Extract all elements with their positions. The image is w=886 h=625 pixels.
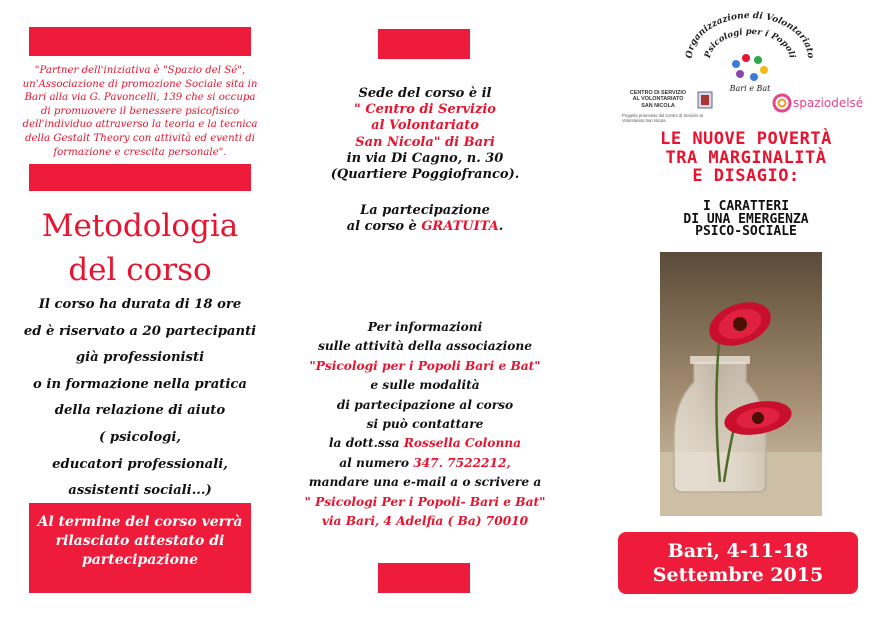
spiral-icon bbox=[772, 93, 792, 113]
sub-title-line3: PSICO-SOCIALE bbox=[695, 224, 797, 239]
info-line: mandare una e-mail a o scrivere a bbox=[308, 475, 542, 490]
csv-sub: Progetto promosso dal Centro di Servizio al Volontariato San Nicola bbox=[622, 113, 703, 123]
partner-text: "Partner dell'iniziativa è "Spazio del Sé", un'Associazione di promozione Sociale sita in Bari alla via G. Pavoncelli, 139 che si occupa di promuovere il benessere psicofisico dell'individuo attraverso la teoria e la tecnica della Gestalt Theory con attività ed eventi di formazione e crescita personale". bbox=[22, 65, 258, 158]
psicologi-per-i-popoli-logo bbox=[680, 10, 820, 95]
free-badge: GRATUITA bbox=[421, 219, 499, 235]
free-line2-a: al corso è bbox=[346, 219, 422, 235]
certificate-line1: Al termine del corso verrà bbox=[37, 514, 243, 530]
main-title-line3: E DISAGIO: bbox=[692, 166, 800, 186]
venue-block bbox=[300, 86, 550, 236]
left-mid-red-bar bbox=[29, 164, 251, 191]
csv-line3: SAN NICOLA bbox=[641, 102, 675, 109]
methodology-line: già professionisti bbox=[75, 350, 205, 366]
date-line2: Settembre 2015 bbox=[652, 564, 824, 586]
info-line: sulle attività della associazione bbox=[318, 339, 532, 354]
methodology-title-line1: Metodologia bbox=[41, 208, 239, 244]
contact-prefix: la dott.ssa bbox=[328, 436, 404, 451]
sub-title bbox=[608, 201, 884, 239]
free-line1: La partecipazione bbox=[360, 203, 490, 219]
spazio-del-se-logo bbox=[772, 93, 868, 117]
venue-name-line1: " Centro di Servizio bbox=[354, 102, 496, 118]
methodology-line: ed è riservato a 20 partecipanti bbox=[23, 323, 257, 339]
venue-address-line1: in via Di Cagno, n. 30 bbox=[346, 150, 504, 166]
methodology-line: o in formazione nella pratica bbox=[33, 376, 247, 392]
contact-person-line bbox=[292, 434, 558, 453]
csv-san-nicola-logo bbox=[622, 90, 722, 126]
phone-number: 347. 7522212, bbox=[413, 455, 511, 470]
methodology-description bbox=[20, 292, 260, 505]
main-title-line2: TRA MARGINALITÀ bbox=[665, 147, 827, 168]
date-line1: Bari, 4-11-18 bbox=[667, 540, 809, 562]
free-line2-c: . bbox=[498, 219, 504, 235]
certificate-line3: partecipazione bbox=[81, 552, 198, 568]
info-line: si può contattare bbox=[366, 417, 484, 432]
methodology-line: educatori professionali, bbox=[52, 456, 228, 472]
flower-vase-photo bbox=[660, 252, 822, 516]
phone-prefix: al numero bbox=[339, 455, 414, 470]
middle-bottom-red-bar bbox=[378, 563, 470, 593]
contact-name: Rossella Colonna bbox=[403, 436, 522, 451]
middle-top-red-bar bbox=[378, 29, 470, 59]
venue-intro: Sede del corso è il bbox=[358, 86, 492, 101]
people-circle-icon bbox=[732, 54, 768, 81]
org-arc-line1: Organizzazione di Volontariato bbox=[684, 10, 816, 59]
info-line: di partecipazione al corso bbox=[336, 397, 514, 412]
left-top-red-bar bbox=[29, 27, 251, 56]
methodology-line: ( psicologi, bbox=[99, 429, 181, 445]
csv-emblem-icon bbox=[696, 90, 714, 110]
certificate-box bbox=[29, 503, 251, 593]
info-block bbox=[292, 318, 558, 531]
info-line: Per informazioni bbox=[367, 320, 483, 334]
date-box bbox=[618, 532, 858, 594]
csv-line2: AL VOLONTARIATO bbox=[632, 96, 684, 103]
methodology-line: della relazione di aiuto bbox=[54, 403, 226, 419]
venue-address-line2: (Quartiere Poggiofranco). bbox=[330, 167, 520, 183]
org-arc-line2: Psicologi per i Popoli bbox=[703, 26, 797, 60]
free-line2 bbox=[300, 219, 550, 235]
phone-line bbox=[292, 454, 558, 473]
main-title-line1: LE NUOVE POVERTÀ bbox=[660, 129, 832, 149]
main-title bbox=[608, 130, 884, 186]
certificate-line2: rilasciato attestato di bbox=[55, 533, 225, 549]
venue-name-line3: San Nicola" di Bari bbox=[355, 134, 495, 150]
sub-title-line2: DI UNA EMERGENZA bbox=[683, 211, 809, 227]
methodology-line: Il corso ha durata di 18 ore bbox=[38, 297, 242, 312]
sub-title-line1: I CARATTERI bbox=[702, 199, 790, 214]
csv-text bbox=[622, 90, 694, 109]
methodology-line: assistenti sociali...) bbox=[68, 483, 212, 499]
address-name: " Psicologi Per i Popoli- Bari e Bat" bbox=[304, 494, 546, 509]
csv-line1: CENTRO DI SERVIZIO bbox=[629, 90, 687, 96]
info-line: e sulle modalità bbox=[370, 378, 480, 393]
venue-name-line2: al Volontariato bbox=[371, 118, 479, 134]
spazio-logo-text: spaziodelsé bbox=[793, 96, 864, 110]
methodology-title bbox=[20, 204, 260, 292]
org-sub: Bari e Bat bbox=[729, 84, 771, 93]
association-name: "Psicologi per i Popoli Bari e Bat" bbox=[309, 358, 541, 373]
methodology-title-line2: del corso bbox=[68, 252, 212, 288]
address-street: via Bari, 4 Adelfia ( Ba) 70010 bbox=[321, 514, 529, 529]
